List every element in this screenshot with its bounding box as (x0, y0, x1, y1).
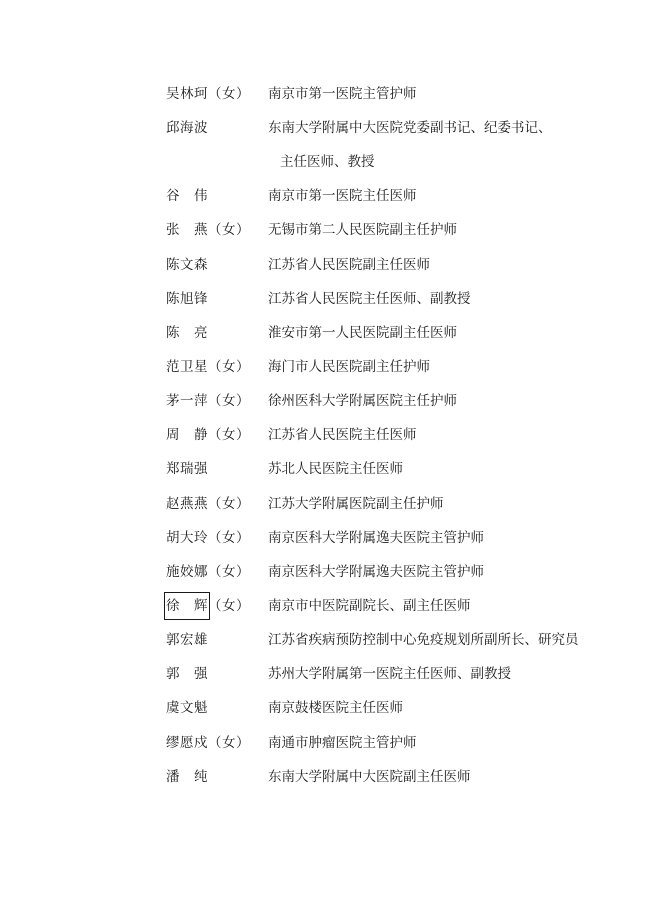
gender-note: （女） (208, 564, 250, 580)
list-item (0, 423, 650, 447)
person-name: 虞文魁 (166, 700, 208, 716)
list-item (0, 526, 650, 550)
person-name: 茅一萍（女） (166, 393, 250, 409)
person-title: 淮安市第一人民医院副主任医师 (268, 325, 457, 341)
person-name: 郑瑞强 (166, 461, 208, 477)
list-item (0, 457, 650, 481)
gender-note: （女） (208, 496, 250, 512)
gender-note: （女） (208, 530, 250, 546)
person-name: 胡大玲（女） (166, 530, 250, 546)
person-title: 南京市第一医院主管护师 (268, 86, 417, 102)
gender-note: （女） (208, 86, 250, 102)
list-item (0, 253, 650, 277)
person-name: 谷 伟 (166, 188, 208, 204)
person-title: 南京鼓楼医院主任医师 (268, 700, 403, 716)
person-name: 赵燕燕（女） (166, 496, 250, 512)
person-title: 南京医科大学附属逸夫医院主管护师 (268, 530, 484, 546)
list-item (0, 731, 650, 755)
person-title: 海门市人民医院副主任护师 (268, 359, 430, 375)
person-name: 缪愿戍（女） (166, 735, 250, 751)
person-name: 范卫星（女） (166, 359, 250, 375)
person-title: 东南大学附属中大医院党委副书记、纪委书记、 (268, 120, 552, 136)
list-item (0, 321, 650, 345)
person-name: 邱海波 (166, 120, 208, 136)
person-name: 吴林珂（女） (166, 86, 250, 102)
person-title: 南京市中医院副院长、副主任医师 (268, 598, 471, 614)
person-title: 江苏省人民医院副主任医师 (268, 257, 430, 273)
list-item (0, 389, 650, 413)
person-name: 陈旭锋 (166, 291, 208, 307)
person-title: 南通市肿瘤医院主管护师 (268, 735, 417, 751)
gender-note: （女） (208, 598, 250, 614)
person-name: 施姣娜（女） (166, 564, 250, 580)
gender-note: （女） (208, 393, 250, 409)
list-item (0, 82, 650, 106)
person-name: 潘 纯 (166, 769, 208, 785)
person-title: 无锡市第二人民医院副主任护师 (268, 222, 457, 238)
person-title-continuation: 主任医师、教授 (280, 154, 375, 170)
list-item (0, 287, 650, 311)
list-item (0, 765, 650, 789)
list-item (0, 355, 650, 379)
list-item (0, 662, 650, 686)
person-title: 江苏省疾病预防控制中心免疫规划所副所长、研究员 (268, 632, 579, 648)
list-item-continuation (0, 150, 650, 174)
list-item (0, 492, 650, 516)
person-name: 张 燕（女） (166, 222, 250, 238)
gender-note: （女） (208, 222, 250, 238)
person-title: 南京市第一医院主任医师 (268, 188, 417, 204)
person-title: 江苏大学附属医院副主任护师 (268, 496, 444, 512)
gender-note: （女） (208, 359, 250, 375)
person-name: 陈文森 (166, 257, 208, 273)
person-name (166, 594, 250, 618)
list-item (0, 696, 650, 720)
person-title: 江苏省人民医院主任医师 (268, 427, 417, 443)
list-item (0, 628, 650, 652)
selected-name-box: 徐 辉 (166, 594, 208, 618)
gender-note: （女） (208, 735, 250, 751)
person-title: 徐州医科大学附属医院主任护师 (268, 393, 457, 409)
list-item (0, 218, 650, 242)
list-item (0, 560, 650, 584)
gender-note: （女） (208, 427, 250, 443)
person-name: 郭 强 (166, 666, 208, 682)
person-title: 江苏省人民医院主任医师、副教授 (268, 291, 471, 307)
person-title: 南京医科大学附属逸夫医院主管护师 (268, 564, 484, 580)
person-name: 周 静（女） (166, 427, 250, 443)
person-title: 苏州大学附属第一医院主任医师、副教授 (268, 666, 511, 682)
list-item (0, 594, 650, 618)
person-title: 东南大学附属中大医院副主任医师 (268, 769, 471, 785)
list-item (0, 116, 650, 140)
person-name: 郭宏雄 (166, 632, 208, 648)
list-item (0, 184, 650, 208)
person-title: 苏北人民医院主任医师 (268, 461, 403, 477)
person-name: 陈 亮 (166, 325, 208, 341)
